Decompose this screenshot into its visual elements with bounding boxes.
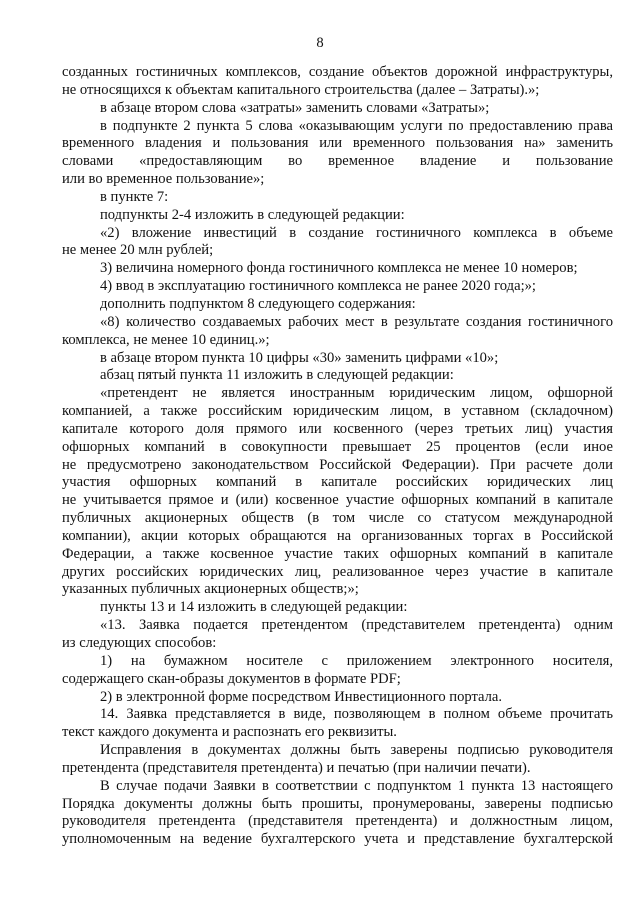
text-line: Федерации, а также косвенное участие таких офшорных компаний в капитале — [62, 545, 613, 562]
text-line: пункты 13 и 14 изложить в следующей редакции: — [100, 599, 408, 616]
text-line: уполномоченным на ведение бухгалтерского учета и представление бухгалтерской — [62, 831, 613, 848]
text-line: руководителя претендента (представителя претендента) и должностным лицом, — [62, 813, 613, 830]
text-line: не менее 20 млн рублей; — [62, 242, 214, 259]
text-line: не предусмотрено законодательством Российской Федерации). При расчете доли — [62, 456, 613, 473]
text-line: 3) величина номерного фонда гостиничного комплекса не менее 10 номеров; — [100, 260, 578, 277]
text-line: в абзаце втором пункта 10 цифры «30» заменить цифрами «10»; — [100, 349, 499, 366]
text-line: участия офшорных компаний в капитале российских юридических лиц — [62, 474, 613, 491]
text-line: претендента (представителя претендента) и печатью (при наличии печати). — [62, 759, 531, 776]
text-line: содержащего скан-образы документов в формате PDF; — [62, 670, 401, 687]
text-line: в абзаце втором слова «затраты» заменить словами «Затраты»; — [100, 99, 490, 116]
text-line: или во временное пользование»; — [62, 171, 265, 188]
text-line: «претендент не является иностранным юридическим лицом, офшорной — [100, 385, 613, 402]
text-line: «13. Заявка подается претендентом (представителем претендента) одним — [100, 617, 613, 634]
text-line: не относящихся к объектам капитального строительства (далее – Затраты).»; — [62, 81, 540, 98]
text-line: указанных публичных акционерных обществ;»; — [62, 581, 359, 598]
document-body — [62, 64, 613, 849]
text-line: дополнить подпунктом 8 следующего содержания: — [100, 295, 416, 312]
text-line: из следующих способов: — [62, 635, 217, 651]
text-line: офшорных компаний в совокупности превышает 25 процентов (если иное — [62, 438, 613, 455]
text-line: публичных акционерных обществ (в том числе со статусом международной — [62, 510, 613, 527]
text-line: Порядка документы должны быть прошиты, пронумерованы, заверены подписью — [62, 795, 613, 812]
text-line: Исправления в документах должны быть заверены подписью руководителя — [100, 742, 613, 759]
text-line: абзац пятый пункта 11 изложить в следующей редакции: — [100, 367, 454, 384]
text-line: комплекса, не менее 10 единиц.»; — [62, 331, 270, 348]
text-line: «8) количество создаваемых рабочих мест в результате создания гостиничного — [100, 313, 613, 330]
text-line: в подпункте 2 пункта 5 слова «оказывающим услуги по предоставлению права — [100, 117, 613, 134]
text-line: капитале которого доля прямого или косвенного (через третьих лиц) участия — [62, 420, 613, 437]
text-line: 2) в электронной форме посредством Инвестиционного портала. — [100, 688, 503, 705]
text-line: текст каждого документа и распознать его реквизиты. — [62, 724, 397, 741]
text-line: «2) вложение инвестиций в создание гостиничного комплекса в объеме — [100, 224, 613, 241]
text-line: компанией, а также российским юридическим лицом, в уставном (складочном) — [62, 403, 613, 420]
text-line: не учитывается прямое и (или) косвенное участие офшорных компаний в капитале — [62, 492, 613, 509]
text-line: подпункты 2-4 изложить в следующей редакции: — [100, 206, 405, 223]
text-line: временного владения и пользования или временного пользования на» заменить — [62, 135, 613, 152]
text-line: компании), акции которых обращаются на организованных торгах в Российской — [62, 527, 613, 544]
text-line: созданных гостиничных комплексов, создание объектов дорожной инфраструктуры, — [62, 64, 613, 80]
text-line: В случае подачи Заявки в соответствии с подпунктом 1 пункта 13 настоящего — [100, 777, 613, 794]
page-number: 8 — [316, 35, 324, 51]
text-line: 1) на бумажном носителе с приложением электронного носителя, — [100, 652, 613, 669]
text-line: 14. Заявка представляется в виде, позволяющем в полном объеме прочитать — [100, 706, 613, 723]
text-line: других российских юридических лиц, реализованное через участие в капитале — [62, 563, 613, 580]
text-line: 4) ввод в эксплуатацию гостиничного комплекса не ранее 2020 года;»; — [100, 278, 536, 295]
text-line: в пункте 7: — [100, 188, 169, 205]
text-line: словами «предоставляющим во временное владение и пользование — [62, 153, 613, 170]
